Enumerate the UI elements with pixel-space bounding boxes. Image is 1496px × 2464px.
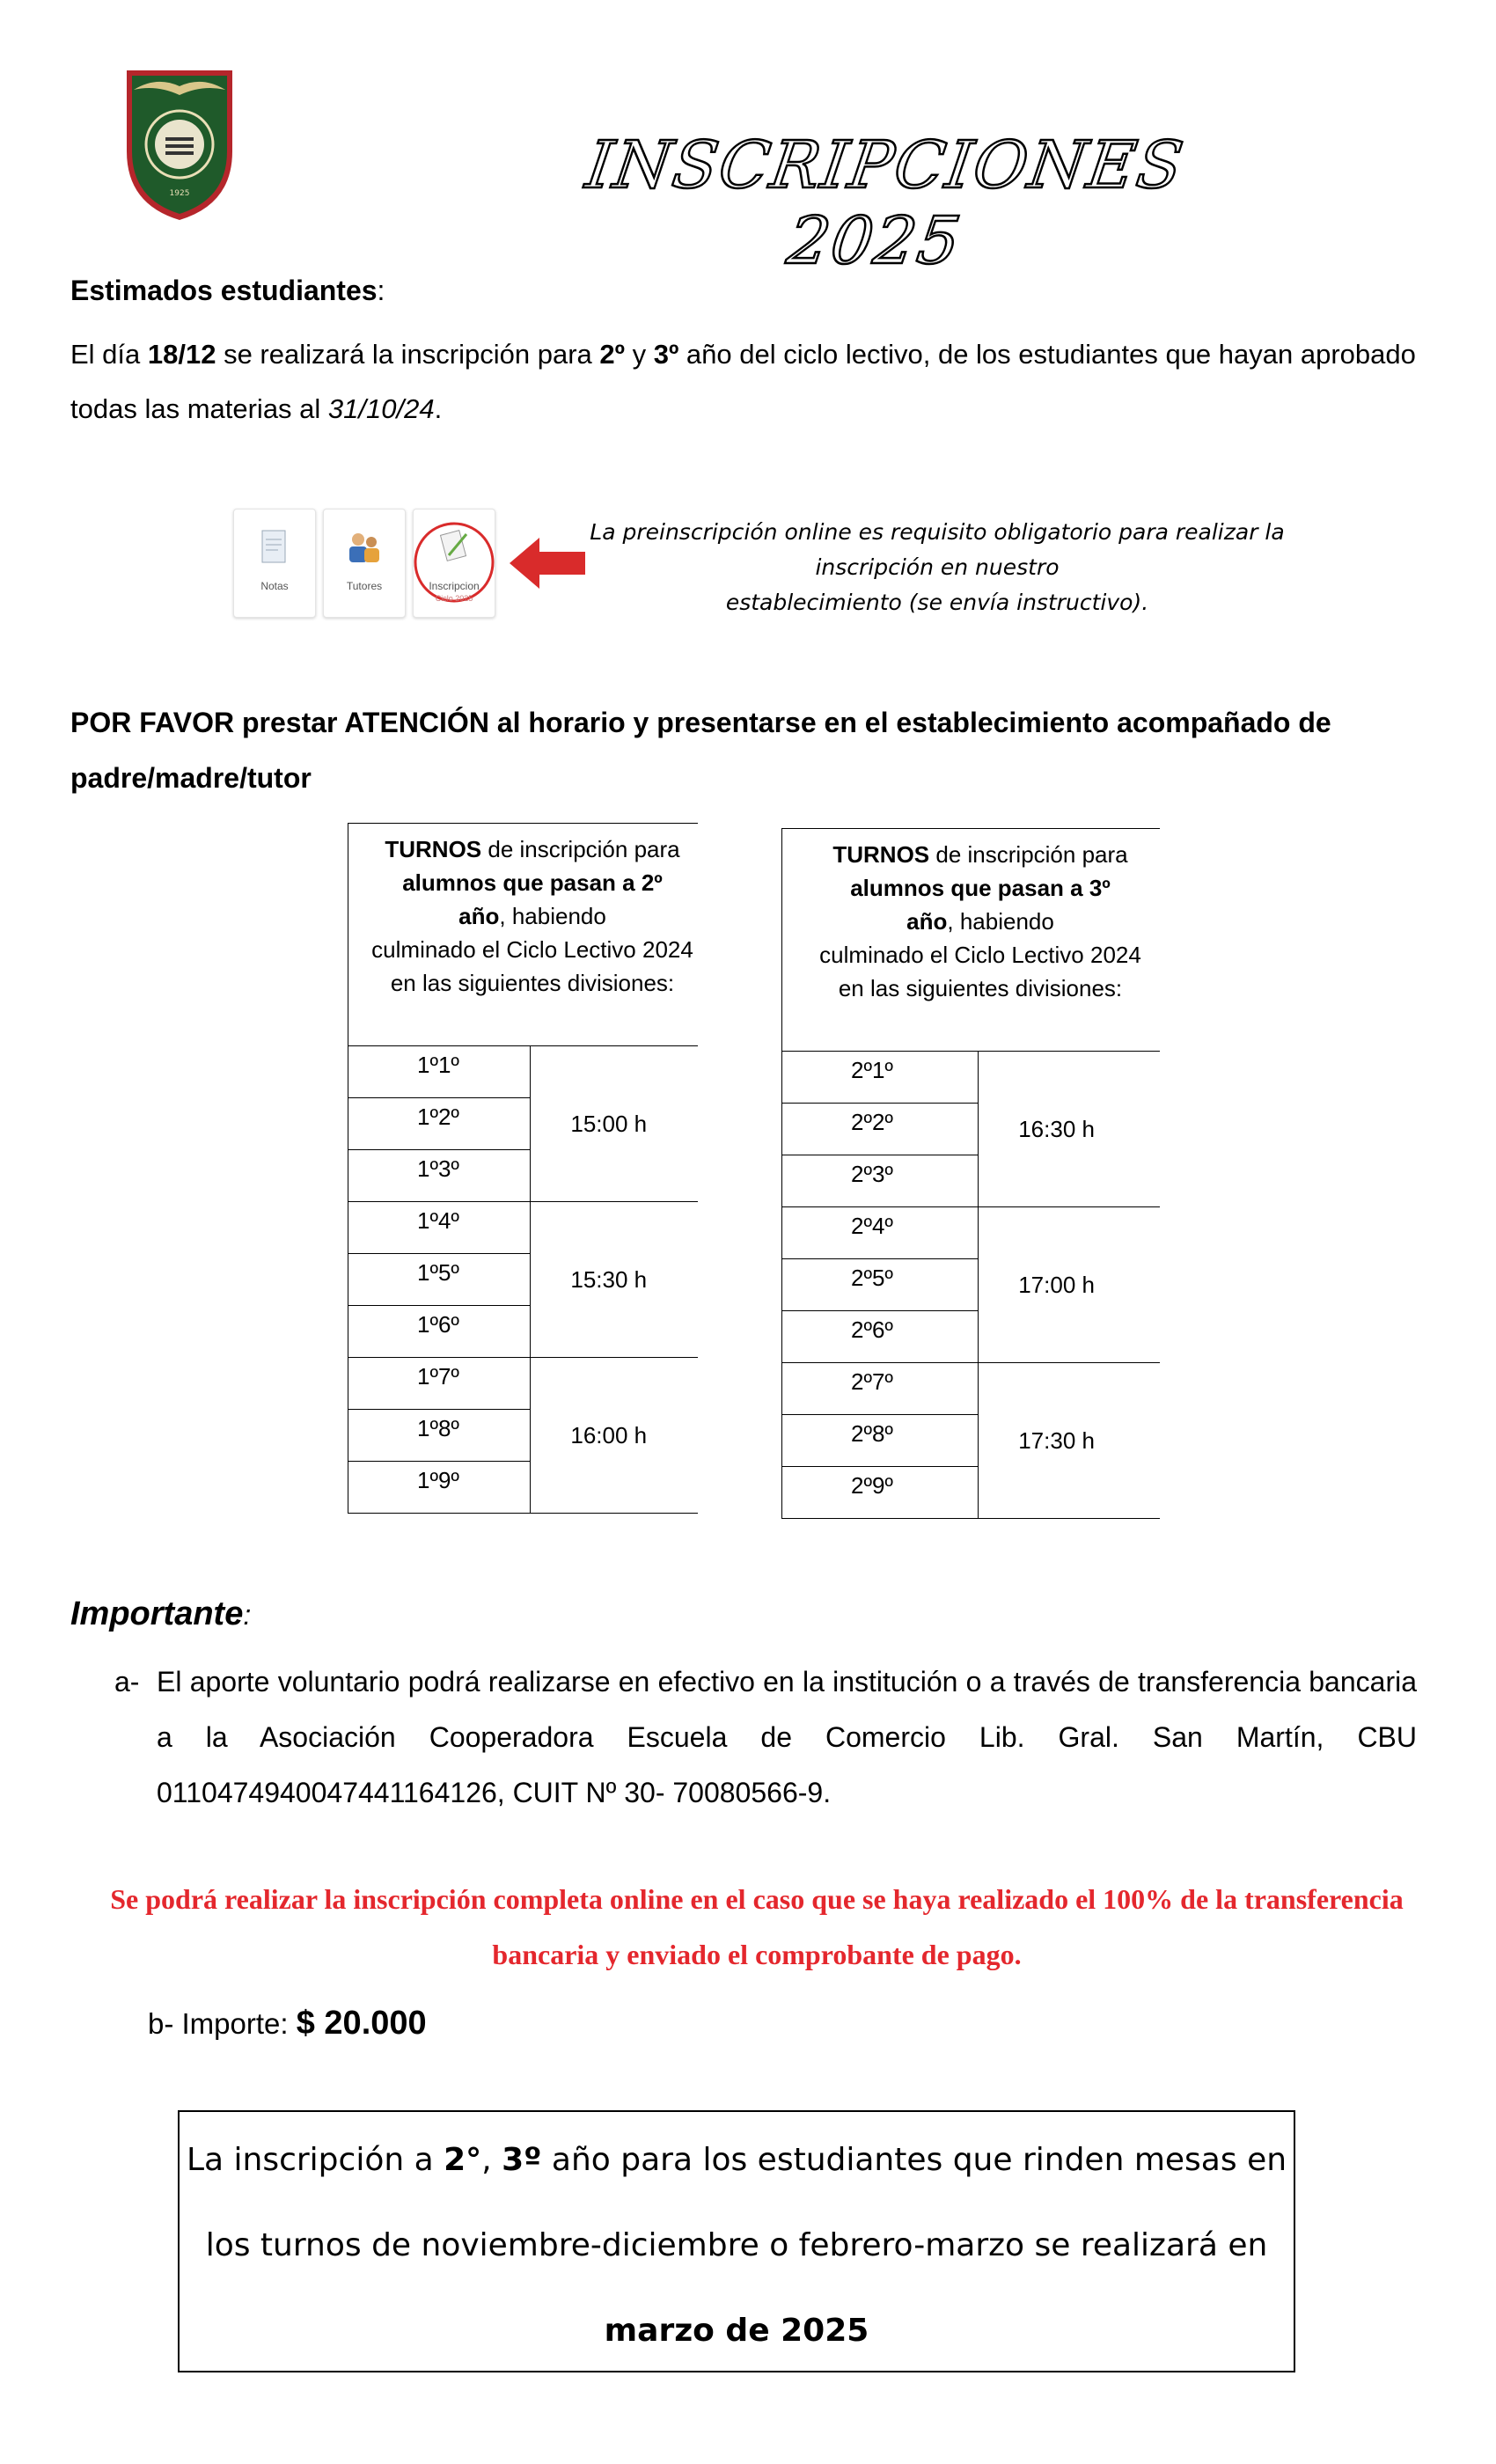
salutation-colon: :: [377, 275, 385, 306]
attention-notice: POR FAVOR prestar ATENCIÓN al horario y presentarse en el establecimiento acompañado de padre/madre/tutor: [70, 707, 1331, 794]
turnos-label: TURNOS: [385, 836, 482, 862]
school-logo: [121, 63, 238, 222]
intro-date: 18/12: [147, 339, 216, 370]
salutation: Estimados estudiantes: [70, 275, 378, 306]
header-text: culminado el Ciclo Lectivo 2024: [371, 936, 693, 963]
box-text: año para los estudiantes que rinden mesas en los turnos de noviembre-diciembre o febrero-marzo se realizará en: [205, 2142, 1287, 2263]
header-bold: año: [458, 903, 500, 929]
note-line: establecimiento (se envía instructivo).: [725, 590, 1149, 615]
notes-icon: [257, 527, 292, 571]
intro-text: año del ciclo lectivo, de los estudiantes que hayan aprobado todas las materias al: [70, 339, 1416, 424]
preinscription-note: [563, 515, 1311, 620]
intro-text: El día: [70, 339, 148, 370]
time-cell: 17:30 h: [979, 1363, 1160, 1519]
note-line: inscripción en nuestro: [815, 554, 1060, 580]
greeting: [70, 275, 385, 307]
app-tile-notas: [233, 509, 316, 618]
page-title: INSCRIPCIONES 2025: [581, 128, 1190, 279]
app-tile-label: Tutores: [346, 580, 383, 592]
header-text: culminado el Ciclo Lectivo 2024: [819, 942, 1141, 968]
schedule-table-2nd-year: [348, 823, 698, 1514]
turnos-label: TURNOS: [832, 841, 930, 868]
division-cell: 2º2º: [782, 1104, 979, 1155]
box-text: ,: [481, 2142, 502, 2178]
important-label: Importante: [70, 1595, 244, 1632]
division-cell: 2º9º: [782, 1467, 979, 1519]
online-enrollment-note: Se podrá realizar la inscripción completa online en el caso que se haya realizado el 100% de la transferencia bancaria y enviado el comprobante de pago.: [110, 1883, 1404, 1970]
header-bold: alumnos que pasan a 3º: [850, 875, 1111, 901]
app-tile-sublabel: Ciclo 2025: [435, 594, 473, 603]
division-cell: 2º8º: [782, 1415, 979, 1467]
time-cell: 15:30 h: [531, 1202, 698, 1358]
intro-year2: 2º: [599, 339, 625, 370]
division-cell: 2º6º: [782, 1311, 979, 1363]
box-year: 3º: [502, 2142, 542, 2178]
fee-label: b- Importe:: [148, 2007, 297, 2040]
important-colon: :: [243, 1599, 252, 1631]
intro-cutoff-date: 31/10/24: [327, 393, 435, 424]
intro-paragraph: [70, 327, 1434, 436]
division-cell: 1º1º: [348, 1046, 531, 1098]
division-cell: 2º7º: [782, 1363, 979, 1415]
box-year: 2°: [444, 2142, 482, 2178]
box-text: La inscripción a: [186, 2142, 444, 2178]
header-text: de inscripción para: [481, 836, 680, 862]
time-cell: 17:00 h: [979, 1207, 1160, 1363]
division-cell: 1º2º: [348, 1098, 531, 1150]
march-enrollment-box: [178, 2110, 1295, 2372]
fee-amount: $ 20.000: [296, 2005, 427, 2042]
header-text: , habiendo: [499, 903, 606, 929]
header-text: en las siguientes divisiones:: [390, 970, 675, 996]
app-tile-label: Notas: [260, 580, 289, 592]
app-tiles: [233, 509, 497, 619]
header-text: en las siguientes divisiones:: [838, 975, 1123, 1001]
time-cell: 16:00 h: [531, 1358, 698, 1514]
list-item-a: [114, 1654, 1417, 1821]
note-line: La preinscripción online es requisito obligatorio para realizar la: [590, 519, 1285, 545]
division-cell: 1º7º: [348, 1358, 531, 1410]
list-marker: a-: [114, 1666, 140, 1698]
list-item-b: [148, 2005, 427, 2042]
app-tile-tutores: [323, 509, 406, 618]
division-cell: 2º4º: [782, 1207, 979, 1259]
division-cell: 1º3º: [348, 1150, 531, 1202]
division-cell: 1º8º: [348, 1410, 531, 1462]
header-text: de inscripción para: [929, 841, 1128, 868]
app-tile-label: Inscripcion: [429, 580, 480, 592]
division-cell: 1º9º: [348, 1462, 531, 1514]
intro-text: .: [434, 393, 443, 424]
schedule-table-3rd-year: [781, 828, 1160, 1519]
list-item-text: El aporte voluntario podrá realizarse en efectivo en la institución o a través de transferencia bancaria a la Asociación Cooperadora Escuela de Comercio Lib. Gral. San Martín, CBU 0110474940047441164126, CUIT Nº 30- 70080566-9.: [157, 1666, 1417, 1808]
important-heading: [70, 1595, 251, 1633]
box-date: marzo de 2025: [604, 2313, 869, 2349]
division-cell: 2º1º: [782, 1052, 979, 1104]
app-tile-inscripcion: [413, 509, 495, 618]
header-bold: alumnos que pasan a 2º: [402, 869, 663, 896]
tutors-icon: [342, 527, 386, 571]
header-text: , habiendo: [947, 908, 1054, 935]
division-cell: 2º3º: [782, 1155, 979, 1207]
time-cell: 15:00 h: [531, 1046, 698, 1202]
table-header: [348, 824, 699, 1046]
division-cell: 2º5º: [782, 1259, 979, 1311]
intro-text: y: [624, 339, 654, 370]
table-header: [782, 829, 1161, 1052]
division-cell: 1º4º: [348, 1202, 531, 1254]
header-bold: año: [906, 908, 948, 935]
logo-year: 1925: [169, 189, 190, 198]
intro-year3: 3º: [653, 339, 679, 370]
division-cell: 1º5º: [348, 1254, 531, 1306]
intro-text: se realizará la inscripción para: [216, 339, 600, 370]
time-cell: 16:30 h: [979, 1052, 1160, 1207]
division-cell: 1º6º: [348, 1306, 531, 1358]
